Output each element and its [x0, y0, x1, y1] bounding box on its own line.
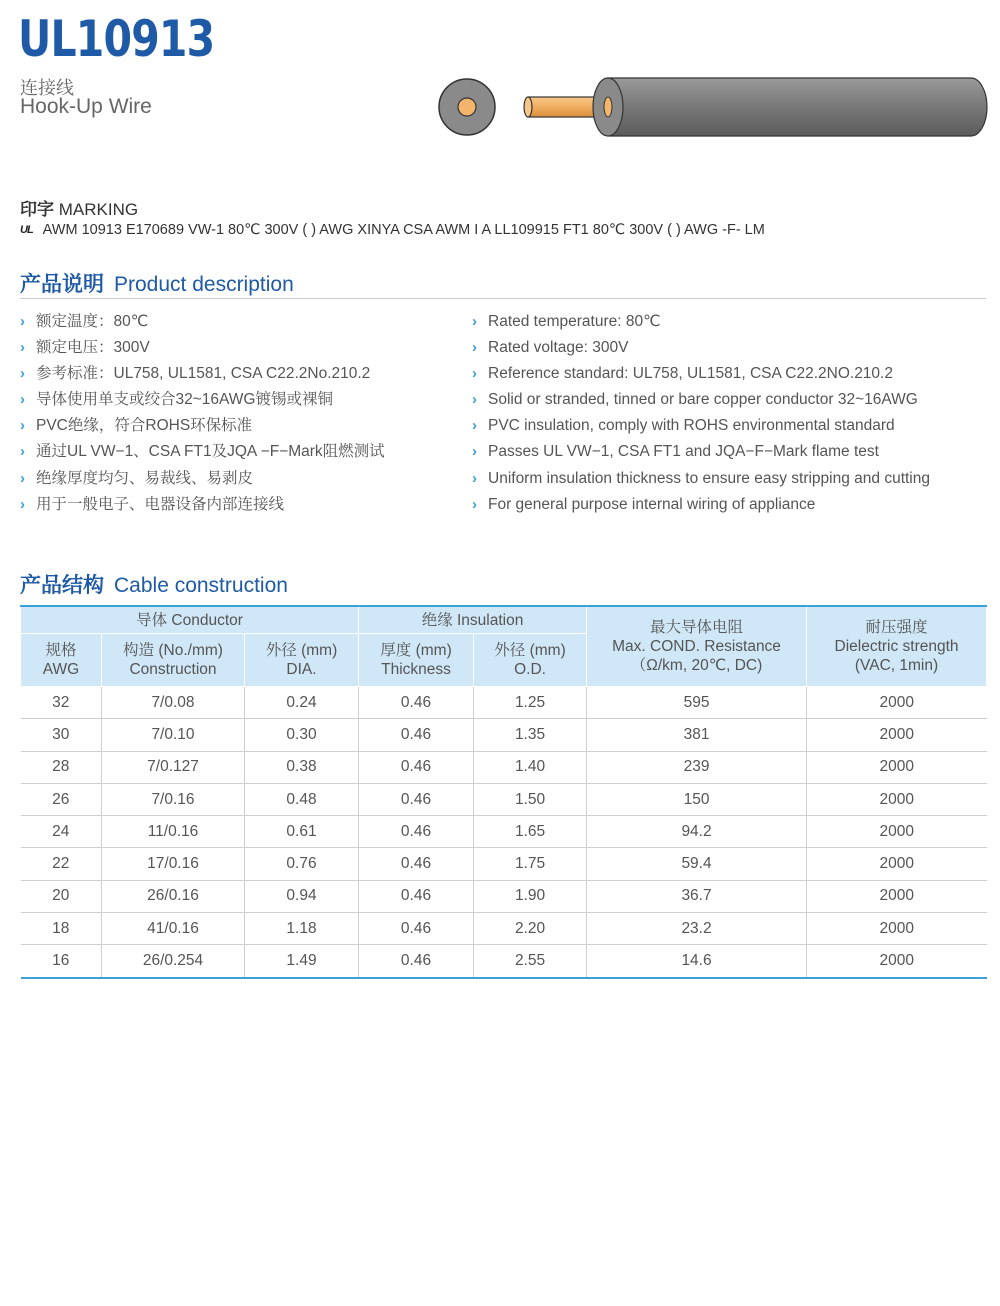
chevron-right-icon: › — [20, 495, 25, 513]
text-label: 外径 (mm) — [265, 642, 338, 659]
awg-cell: 30 — [21, 719, 102, 751]
chevron-right-icon: › — [20, 365, 25, 383]
chevron-right-icon: › — [20, 417, 25, 435]
table-row — [21, 783, 987, 815]
resistance-cell: 595 — [587, 687, 807, 719]
awg-cell: 22 — [21, 848, 102, 880]
list-item — [20, 364, 385, 390]
list-item — [472, 390, 930, 416]
list-item — [472, 338, 930, 364]
awg-cell: 18 — [21, 913, 102, 945]
chevron-right-icon: › — [20, 391, 25, 409]
list-item — [20, 390, 385, 416]
conductor-dia-cell: 0.48 — [245, 783, 359, 815]
conductor-group-header: 导体 Conductor — [21, 606, 359, 634]
thickness-cell: 0.46 — [359, 687, 474, 719]
text-label: 耐压强度 — [865, 619, 928, 636]
construction-cell: 11/0.16 — [102, 816, 245, 848]
text-label: 绝缘厚度均匀、易裁线、易剥皮 — [36, 469, 254, 487]
text-label: 额定温度：80℃ — [36, 313, 149, 330]
dielectric-cell: 2000 — [807, 751, 987, 783]
insulation-group-header: 绝缘 Insulation — [359, 606, 587, 634]
list-item — [472, 312, 930, 338]
marking-text: AWM 10913 E170689 VW-1 80℃ 300V ( ) AWG XINYA CSA AWM I A LL109915 FT1 80℃ 300V ( ) AWG -F- LM — [42, 222, 765, 238]
wire-illustration — [436, 70, 992, 140]
cable-construction-heading — [20, 569, 288, 599]
text-label: Solid or stranded, tinned or bare copper conductor 32~16AWG — [488, 391, 918, 409]
resistance-cell: 59.4 — [587, 848, 807, 880]
text-label: Rated temperature: 80℃ — [488, 313, 661, 330]
chevron-right-icon: › — [472, 417, 477, 435]
chevron-right-icon: › — [472, 365, 477, 383]
list-item — [20, 312, 385, 338]
od-cell: 1.75 — [474, 848, 587, 880]
wire-cross-section — [439, 79, 495, 135]
chevron-right-icon: › — [20, 469, 25, 487]
conductor-dia-cell: 0.24 — [245, 687, 359, 719]
chevron-right-icon: › — [472, 443, 477, 461]
construction-cell: 26/0.16 — [102, 880, 245, 912]
conductor-dia-cell: 0.38 — [245, 751, 359, 783]
dielectric-cell: 2000 — [807, 719, 987, 751]
chevron-right-icon: › — [20, 339, 25, 357]
construction-cell: 7/0.08 — [102, 687, 245, 719]
list-item — [20, 495, 385, 521]
dielectric-cell: 2000 — [807, 945, 987, 978]
table-row — [21, 945, 987, 978]
text-label: 用于一般电子、电器设备内部连接线 — [36, 495, 285, 513]
text-label: 最大导体电阻 — [650, 619, 744, 636]
dielectric-cell: 2000 — [807, 913, 987, 945]
conductor-dia-column-header — [245, 634, 359, 687]
text-label: 厚度 (mm) — [380, 642, 452, 659]
description-list-en — [472, 312, 930, 521]
table-row — [21, 751, 987, 783]
product-description-heading-cn: 产品说明 — [20, 273, 104, 296]
list-item — [20, 442, 385, 468]
dielectric-column-header — [807, 606, 987, 687]
text-label: Thickness — [381, 661, 451, 678]
marking-heading-en: MARKING — [58, 200, 139, 219]
conductor-dia-cell: 0.76 — [245, 848, 359, 880]
product-model-title: UL10913 — [18, 10, 215, 68]
text-label: Passes UL VW−1, CSA FT1 and JQA−F−Mark flame test — [488, 443, 879, 461]
text-label: 构造 (No./mm) — [123, 642, 223, 659]
dielectric-cell: 2000 — [807, 783, 987, 815]
text-label: Rated voltage: 300V — [488, 339, 629, 357]
dielectric-cell: 2000 — [807, 816, 987, 848]
text-label: 外径 (mm) — [494, 642, 566, 659]
construction-cell: 26/0.254 — [102, 945, 245, 978]
text-label: 规格 — [45, 642, 77, 659]
conductor-dia-cell: 0.94 — [245, 880, 359, 912]
resistance-cell: 36.7 — [587, 880, 807, 912]
list-item — [472, 442, 930, 468]
table-row — [21, 719, 987, 751]
od-cell: 2.55 — [474, 945, 587, 978]
list-item — [472, 416, 930, 442]
table-row — [21, 913, 987, 945]
dielectric-cell: 2000 — [807, 880, 987, 912]
chevron-right-icon: › — [472, 495, 477, 513]
od-cell: 1.50 — [474, 783, 587, 815]
text-label: 额定电压：300V — [36, 339, 150, 357]
section-divider — [20, 298, 986, 299]
construction-cell: 7/0.127 — [102, 751, 245, 783]
dielectric-cell: 2000 — [807, 848, 987, 880]
thickness-cell: 0.46 — [359, 751, 474, 783]
chevron-right-icon: › — [20, 443, 25, 461]
construction-cell: 41/0.16 — [102, 913, 245, 945]
conductor-dia-cell: 1.49 — [245, 945, 359, 978]
list-item — [472, 469, 930, 495]
text-label: Uniform insulation thickness to ensure easy stripping and cutting — [488, 469, 930, 487]
od-cell: 2.20 — [474, 913, 587, 945]
product-name-cn: 连接线 — [20, 78, 74, 98]
awg-cell: 32 — [21, 687, 102, 719]
text-label: (VAC, 1min) — [854, 657, 939, 674]
thickness-cell: 0.46 — [359, 816, 474, 848]
cable-construction-table — [20, 605, 987, 979]
table-row — [21, 816, 987, 848]
table-row — [21, 880, 987, 912]
thickness-cell: 0.46 — [359, 945, 474, 978]
marking-heading-cn: 印字 — [20, 200, 54, 219]
list-item — [20, 416, 385, 442]
description-list-cn — [20, 312, 385, 521]
text-label: 通过UL VW−1、CSA FT1及JQA −F−Mark阻燃测试 — [36, 443, 385, 461]
cable-construction-heading-cn: 产品结构 — [20, 574, 104, 597]
cable-construction-heading-en: Cable construction — [114, 574, 288, 597]
chevron-right-icon: › — [472, 313, 477, 330]
product-name-en: Hook-Up Wire — [20, 95, 152, 118]
list-item — [20, 469, 385, 495]
resistance-cell: 150 — [587, 783, 807, 815]
text-label: PVC绝缘，符合ROHS环保标准 — [36, 417, 253, 435]
construction-column-header — [102, 634, 245, 687]
product-description-heading — [20, 268, 294, 298]
chevron-right-icon: › — [472, 391, 477, 409]
awg-cell: 16 — [21, 945, 102, 978]
resistance-column-header — [587, 606, 807, 687]
chevron-right-icon: › — [472, 469, 477, 487]
dielectric-cell: 2000 — [807, 687, 987, 719]
thickness-column-header — [359, 634, 474, 687]
text-label: Construction — [129, 661, 217, 678]
thickness-cell: 0.46 — [359, 913, 474, 945]
text-label: 导体使用单支或绞合32~16AWG镀锡或裸铜 — [36, 391, 333, 409]
resistance-cell: 239 — [587, 751, 807, 783]
thickness-cell: 0.46 — [359, 880, 474, 912]
od-cell: 1.25 — [474, 687, 587, 719]
od-cell: 1.40 — [474, 751, 587, 783]
thickness-cell: 0.46 — [359, 783, 474, 815]
awg-cell: 24 — [21, 816, 102, 848]
resistance-cell: 23.2 — [587, 913, 807, 945]
construction-cell: 7/0.16 — [102, 783, 245, 815]
text-label: Dielectric strength — [834, 638, 959, 655]
marking-line — [20, 222, 765, 238]
awg-cell: 28 — [21, 751, 102, 783]
resistance-cell: 14.6 — [587, 945, 807, 978]
list-item — [20, 338, 385, 364]
text-label: DIA. — [286, 661, 317, 678]
awg-cell: 20 — [21, 880, 102, 912]
text-label: For general purpose internal wiring of appliance — [488, 495, 816, 513]
list-item — [472, 364, 930, 390]
od-cell: 1.35 — [474, 719, 587, 751]
construction-cell: 17/0.16 — [102, 848, 245, 880]
awg-cell: 26 — [21, 783, 102, 815]
product-description-heading-en: Product description — [114, 273, 294, 296]
thickness-cell: 0.46 — [359, 719, 474, 751]
awg-column-header — [21, 634, 102, 687]
resistance-cell: 94.2 — [587, 816, 807, 848]
text-label: PVC insulation, comply with ROHS environmental standard — [488, 417, 895, 435]
conductor-dia-cell: 1.18 — [245, 913, 359, 945]
text-label: Reference standard: UL758, UL1581, CSA C22.2NO.210.2 — [488, 365, 893, 383]
table-row — [21, 687, 987, 719]
wire-side-view — [524, 78, 987, 136]
od-cell: 1.65 — [474, 816, 587, 848]
resistance-cell: 381 — [587, 719, 807, 751]
conductor-dia-cell: 0.61 — [245, 816, 359, 848]
text-label: Max. COND. Resistance — [612, 638, 781, 655]
marking-heading — [20, 195, 138, 220]
text-label: O.D. — [514, 661, 546, 678]
chevron-right-icon: › — [20, 313, 25, 330]
text-label: （Ω/km, 20℃, DC) — [630, 657, 763, 674]
conductor-dia-cell: 0.30 — [245, 719, 359, 751]
construction-cell: 7/0.10 — [102, 719, 245, 751]
od-cell: 1.90 — [474, 880, 587, 912]
text-label: AWG — [42, 661, 80, 678]
text-label: 参考标准：UL758, UL1581, CSA C22.2No.210.2 — [36, 365, 371, 383]
table-row — [21, 848, 987, 880]
chevron-right-icon: › — [472, 339, 477, 357]
thickness-cell: 0.46 — [359, 848, 474, 880]
od-column-header — [474, 634, 587, 687]
list-item — [472, 495, 930, 521]
ul-recognized-logo-icon: UL — [20, 224, 33, 236]
